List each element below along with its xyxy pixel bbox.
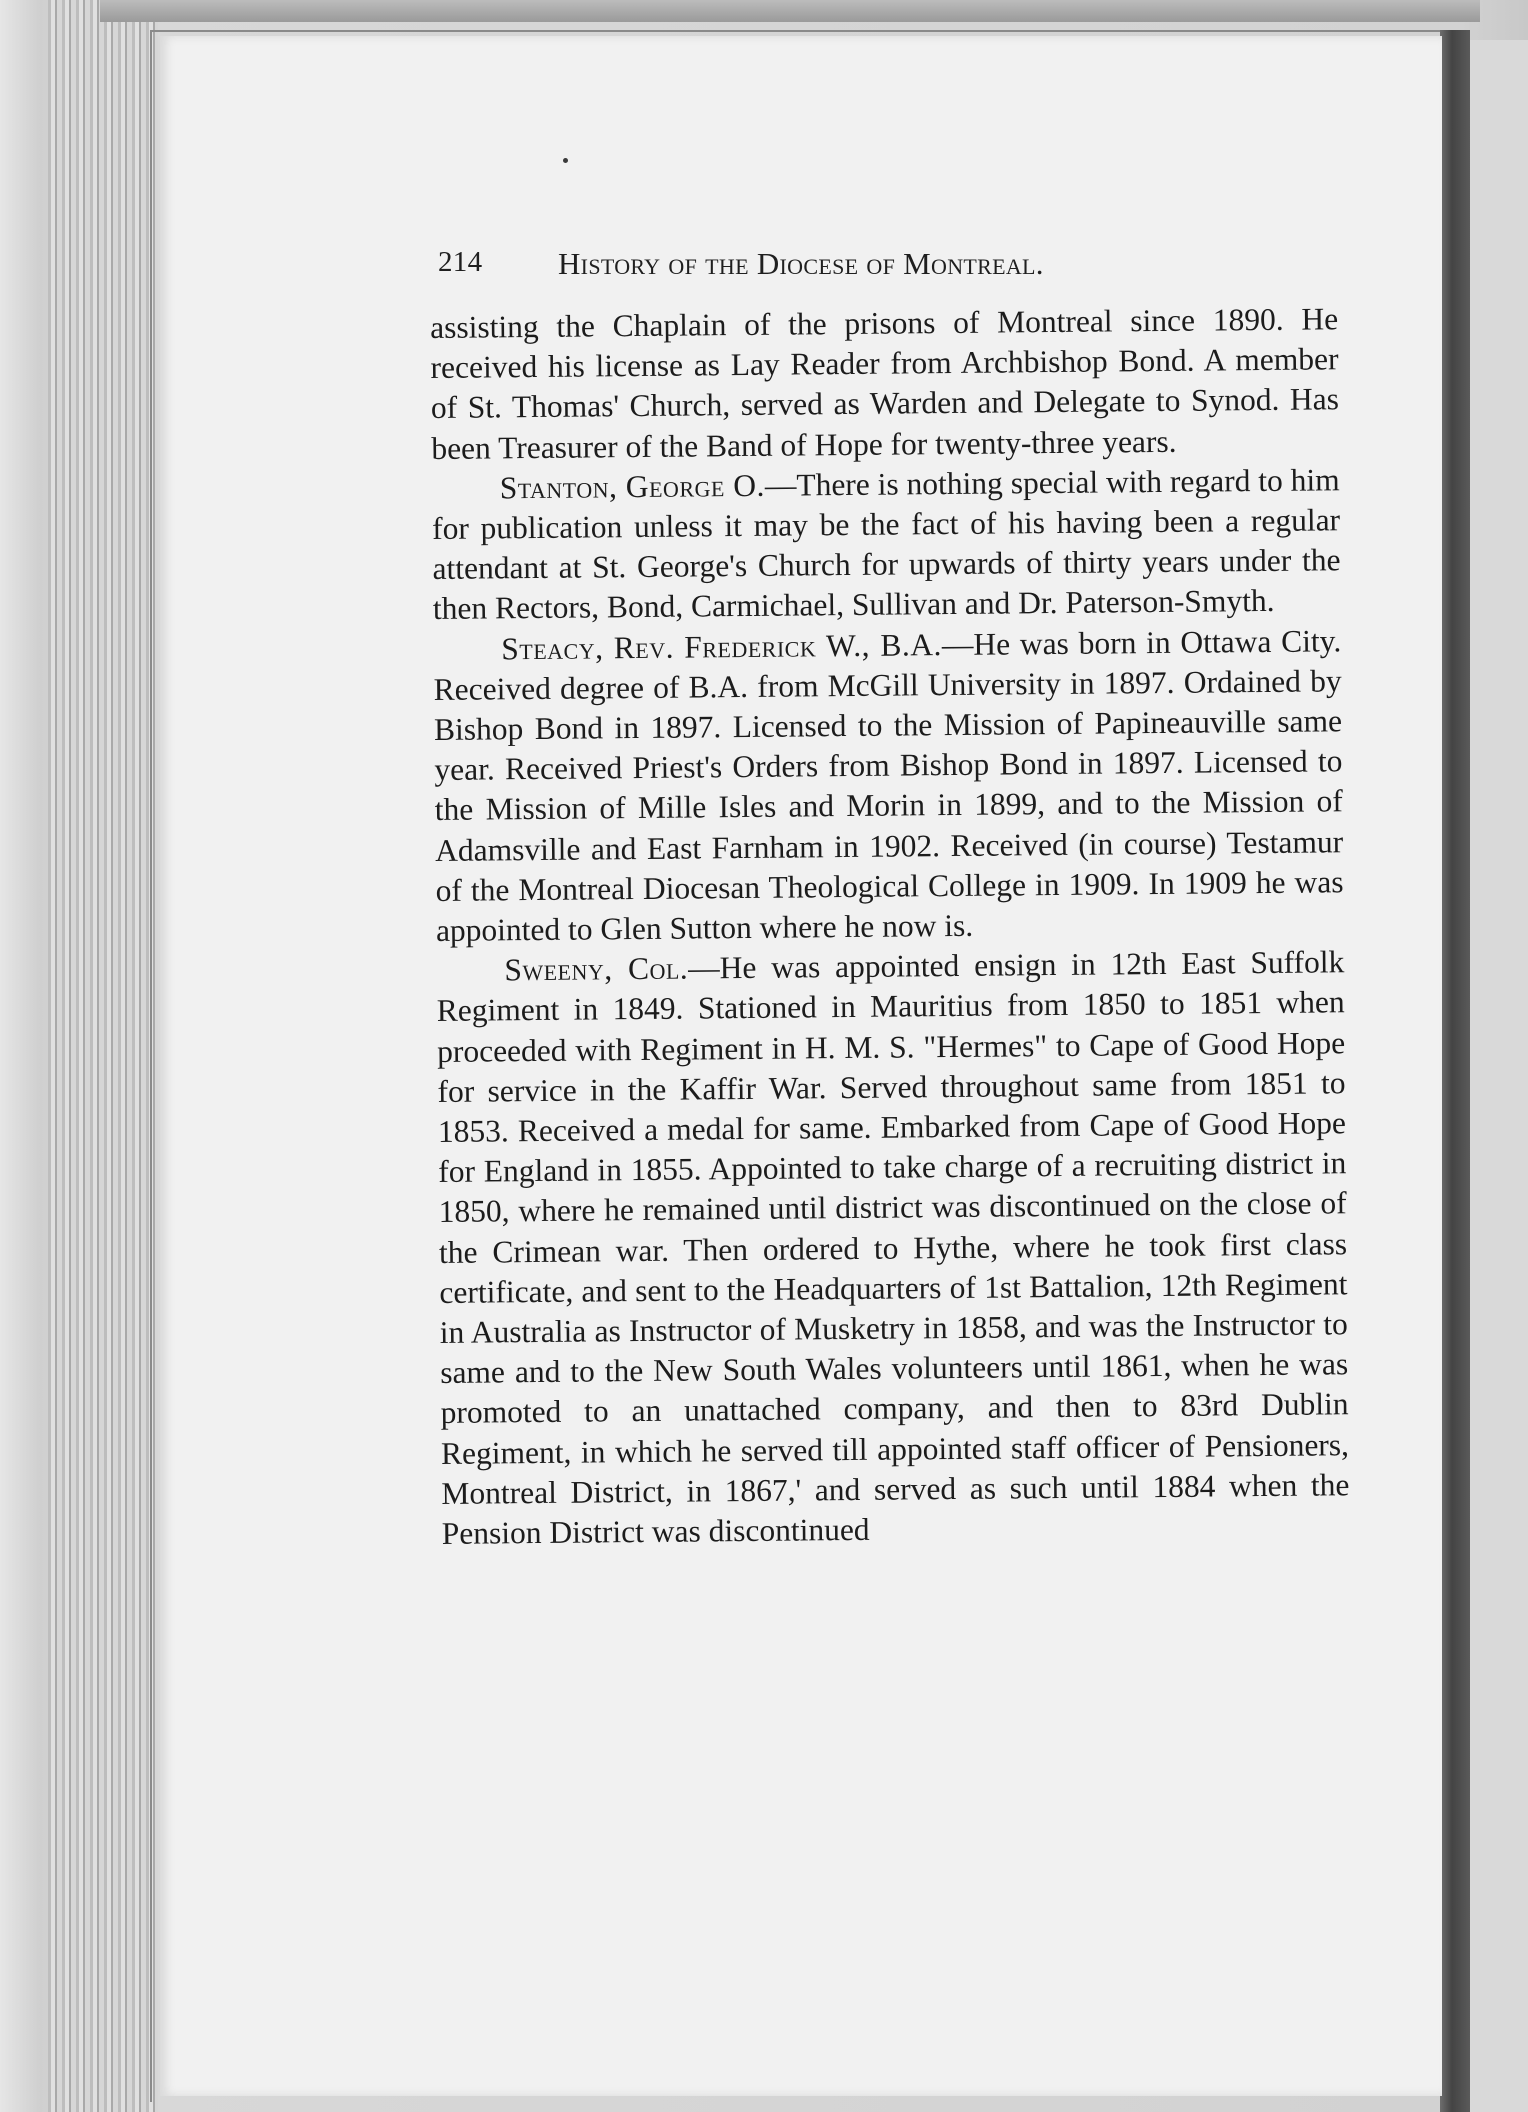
running-head	[438, 246, 1178, 286]
gutter-shadow	[1440, 30, 1470, 2112]
ink-speck	[563, 158, 568, 163]
page-body	[430, 299, 1350, 1554]
entry-name: Stanton, George O.	[499, 467, 766, 506]
entry-text: —He was born in Ottawa City. Received degree of B.A. from McGill University in 1897. Ordained by Bishop Bond in 1897. Licensed to the Mission of Papineauville same year. Received Priest's Orders from Bishop Bond in 1897. Licensed to the Mission of Mille Isles and Morin in 1899, and to the Mission of Adamsville and East Farnham in 1902. Received (in course) Testamur of the Montreal Diocesan Theological College in 1909. In 1909 he was appointed to Glen Sutton where he now is.	[433, 622, 1344, 949]
entry-stanton	[432, 460, 1342, 630]
book-top-edge	[100, 0, 1480, 22]
entry-text: —There is nothing special with regard to him for publication unless it may be the fact of his having been a regular attendant at St. George's Church for upwards of thirty years under the then Rectors, Bond, Carmichael, Sullivan and Dr. Paterson-Smyth.	[431, 462, 1341, 627]
page-number: 214	[438, 246, 483, 278]
book-page-edges	[48, 0, 158, 2112]
entry-steacy	[433, 621, 1344, 951]
entry-name: Steacy, Rev. Frederick W., B.A.	[501, 626, 943, 666]
entry-text: —He was appointed ensign in 12th East Suffolk Regiment in 1849. Stationed in Mauritius from 1850 to 1851 when proceeded with Regiment in H. M. S. "Hermes" to Cape of Good Hope for service in the Kaffir War. Served throughout same from 1851 to 1853. Received a medal for same. Embarked from Cape of Good Hope for England in 1855. Appointed to take charge of a recruiting district in 1850, where he remained until district was discontinued on the close of the Crimean war. Then ordered to Hythe, where he took first class certificate, and sent to the Headquarters of 1st Battalion, 12th Regiment in Australia as Instructor of Musketry in 1858, and was the Instructor to same and to the New South Wales volunteers until 1861, when he was promoted to an unattached company, and then to 83rd Dublin Regiment, in which he served till appointed staff officer of Pensioners, Montreal District, in 1867,' and served as such until 1884 when the Pension District was discontinued	[436, 944, 1350, 1552]
continued-paragraph: assisting the Chaplain of the prisons of Montreal since 1890. He received his license as Lay Reader from Archbishop Bond. A member of St. Thomas' Church, served as Warden and Delegate to Synod. Has been Treasurer of the Band of Hope for twenty-three years.	[430, 301, 1340, 466]
facing-page-edge	[1470, 40, 1528, 2112]
entry-name: Sweeny, Col.	[504, 950, 689, 988]
entry-sweeny	[436, 943, 1350, 1555]
running-title: History of the Diocese of Montreal.	[558, 246, 1044, 281]
